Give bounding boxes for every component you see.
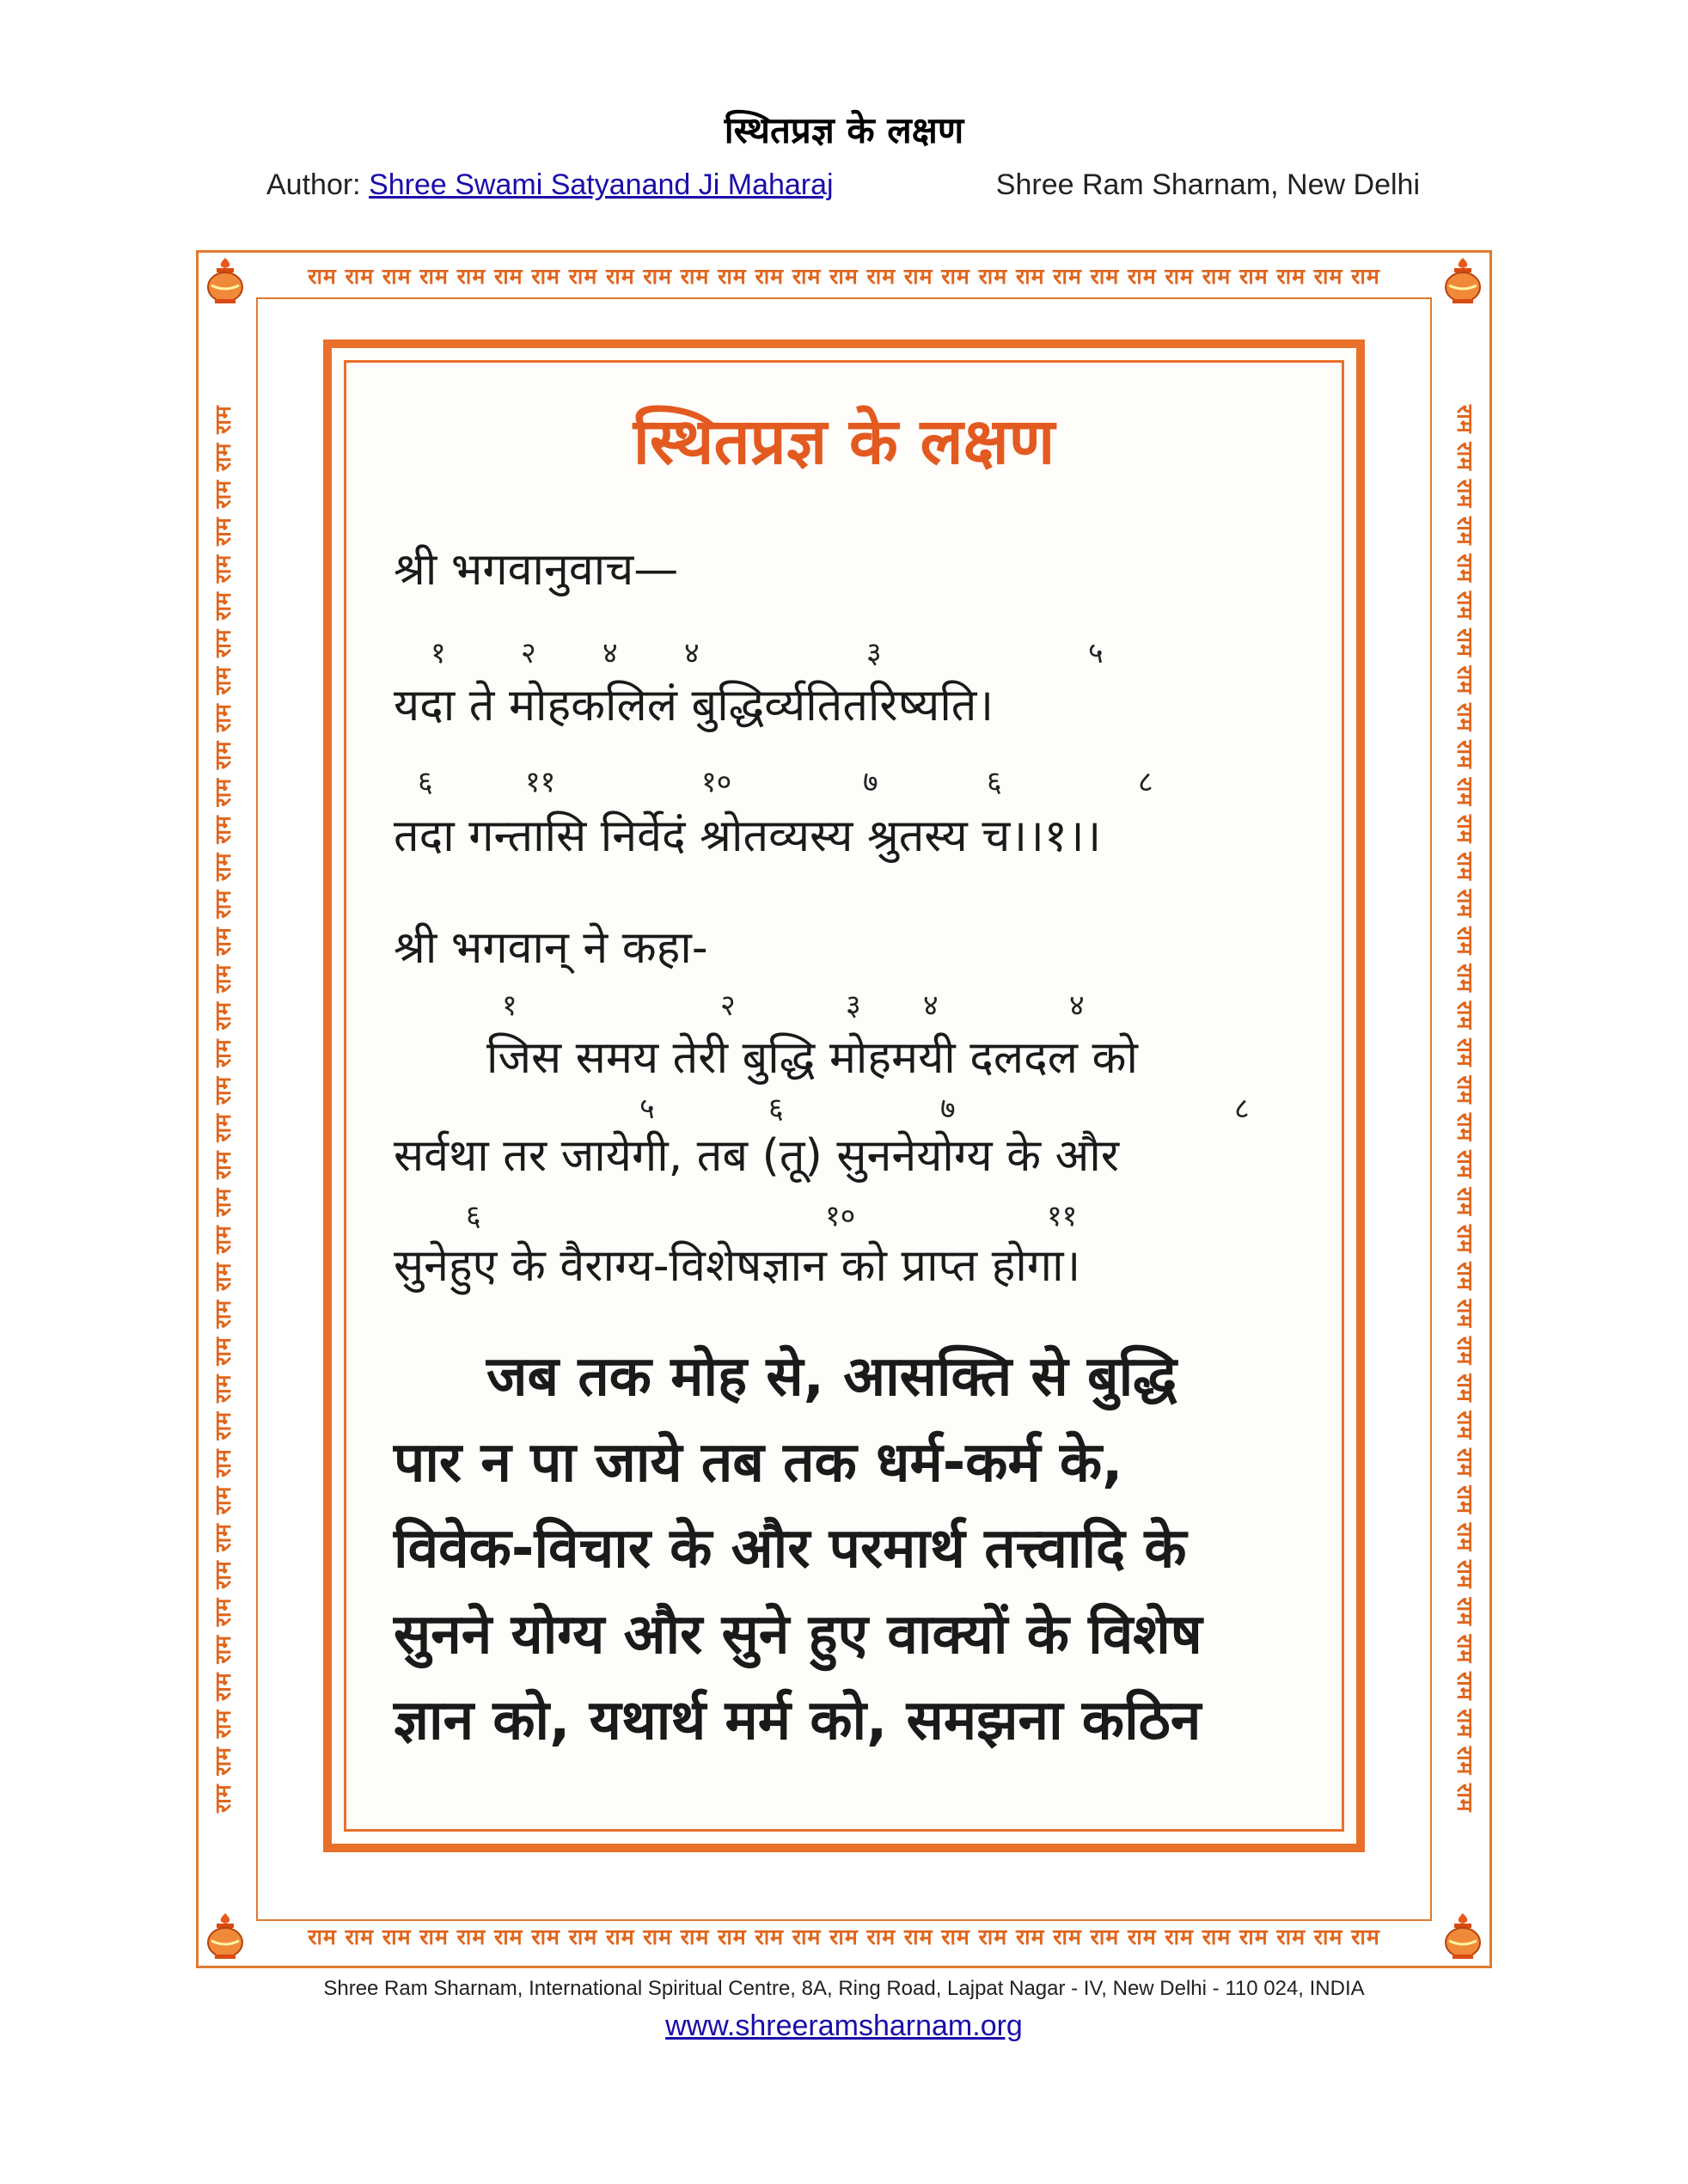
translation-line: सर्वथा तर जायेगी, तब (तू) सुननेयोग्य के और bbox=[394, 1130, 1120, 1182]
author-line bbox=[266, 168, 834, 202]
scripture-card bbox=[323, 340, 1365, 1852]
word-number: ६ bbox=[466, 1199, 481, 1233]
word-number: १० bbox=[701, 765, 732, 799]
commentary-line: ज्ञान को, यथार्थ मर्म को, समझना कठिन bbox=[394, 1689, 1202, 1753]
word-number: ३ bbox=[846, 988, 861, 1023]
word-number: ७ bbox=[863, 765, 878, 799]
speaker-sanskrit: श्री भगवानुवाच— bbox=[394, 544, 679, 596]
word-number: २ bbox=[720, 988, 736, 1023]
translation-line: जिस समय तेरी बुद्धि मोहमयी दलदल को bbox=[486, 1032, 1138, 1084]
organization-name: Shree Ram Sharnam, New Delhi bbox=[995, 168, 1420, 201]
commentary-line: पार न पा जाये तब तक धर्म-कर्म के, bbox=[394, 1431, 1123, 1495]
author-label: Author: bbox=[266, 168, 370, 201]
word-number: ५ bbox=[1088, 636, 1104, 670]
speaker-hindi: श्री भगवान् ने कहा- bbox=[394, 922, 708, 974]
commentary-line: विवेक-विचार के और परमार्थ तत्त्वादि के bbox=[394, 1517, 1187, 1581]
word-number: ११ bbox=[525, 765, 556, 799]
kalash-icon bbox=[1437, 1910, 1489, 1961]
word-number: ४ bbox=[602, 636, 618, 670]
footer-url bbox=[0, 2010, 1688, 2043]
page-title: स्थितप्रज्ञ के लक्षण bbox=[724, 109, 964, 151]
word-number: ६ bbox=[987, 765, 1002, 799]
word-number: १० bbox=[825, 1199, 856, 1233]
ram-border-bottom: राम राम राम राम राम राम राम राम राम राम राम राम राम राम राम राम राम राम राम राम राम राम राम राम राम राम राम राम राम bbox=[308, 1924, 1380, 1949]
word-number: ८ bbox=[1138, 765, 1153, 799]
footer-address: Shree Ram Sharnam, International Spiritual Centre, 8A, Ring Road, Lajpat Nagar - IV, New Delhi - 110 024, INDIA bbox=[323, 1977, 1365, 2000]
ram-border-top: राम राम राम राम राम राम राम राम राम राम राम राम राम राम राम राम राम राम राम राम राम राम राम राम राम राम राम राम राम bbox=[308, 264, 1380, 289]
word-number: ४ bbox=[1069, 988, 1085, 1023]
kalash-icon bbox=[199, 254, 251, 306]
word-number: ११ bbox=[1047, 1199, 1078, 1233]
commentary-line: जब तक मोह से, आसक्ति से बुद्धि bbox=[486, 1345, 1177, 1409]
word-number: ७ bbox=[940, 1092, 956, 1126]
word-number: ५ bbox=[639, 1092, 655, 1126]
author-link[interactable]: Shree Swami Satyanand Ji Maharaj bbox=[369, 168, 834, 201]
word-number: २ bbox=[521, 636, 536, 670]
word-number: ३ bbox=[866, 636, 882, 670]
translation-line: सुनेहुए के वैराग्य-विशेषज्ञान को प्राप्त होगा। bbox=[394, 1240, 1081, 1292]
shloka-line: तदा गन्तासि निर्वेदं श्रोतव्यस्य श्रुतस्य च।।१।। bbox=[394, 811, 1102, 862]
website-link[interactable]: www.shreeramsharnam.org bbox=[665, 2010, 1023, 2042]
word-number: ६ bbox=[768, 1092, 784, 1126]
word-number: ८ bbox=[1234, 1092, 1250, 1126]
word-number: ६ bbox=[418, 765, 433, 799]
ram-border-right: राम राम राम राम राम राम राम राम राम राम राम राम राम राम राम राम राम राम राम राम राम राम राम राम राम राम राम राम राम राम राम राम राम राम राम राम राम राम bbox=[1453, 405, 1477, 1813]
word-number: ४ bbox=[923, 988, 939, 1023]
word-number: १ bbox=[431, 636, 446, 670]
kalash-icon bbox=[1437, 254, 1489, 306]
ram-border-left: राम राम राम राम राम राम राम राम राम राम राम राम राम राम राम राम राम राम राम राम राम राम राम राम राम राम राम राम राम राम राम राम राम राम राम राम राम राम bbox=[211, 405, 235, 1813]
commentary-line: सुनने योग्य और सुने हुए वाक्यों के विशेष bbox=[394, 1603, 1202, 1667]
word-number: ४ bbox=[684, 636, 700, 670]
word-number: १ bbox=[502, 988, 517, 1023]
card-title: स्थितप्रज्ञ के लक्षण bbox=[633, 405, 1055, 479]
shloka-line: यदा ते मोहकलिलं बुद्धिर्व्यतितरिष्यति। bbox=[394, 680, 994, 731]
kalash-icon bbox=[199, 1910, 251, 1961]
